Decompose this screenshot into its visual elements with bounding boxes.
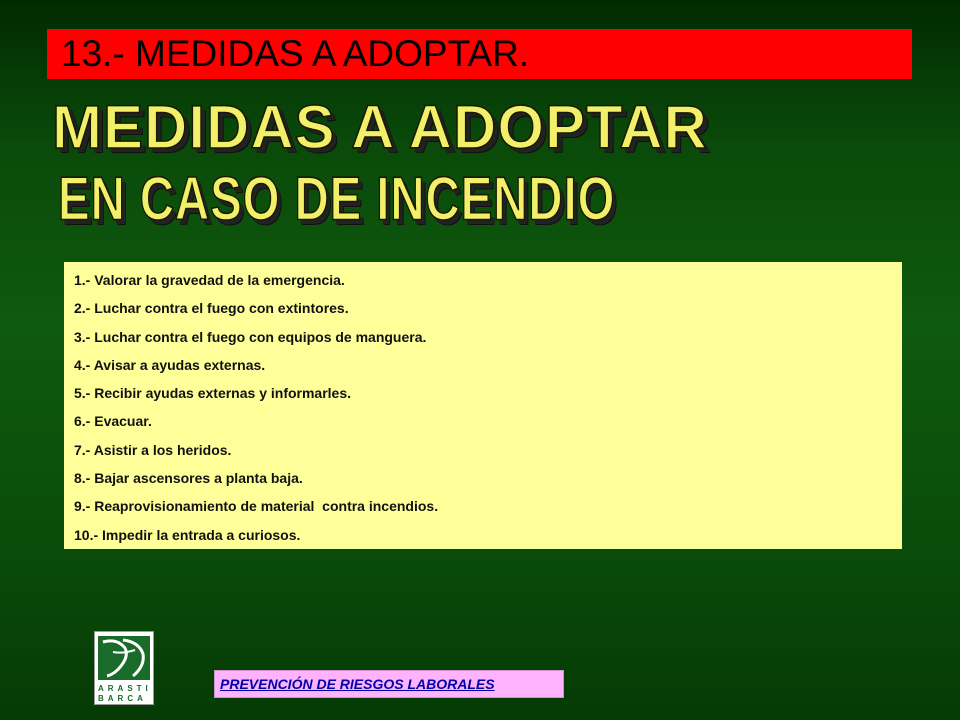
measures-list (64, 262, 902, 549)
slide-title-bar (47, 29, 912, 79)
list-item: 2.- Luchar contra el fuego con extintores. (74, 300, 349, 317)
logo-text-line-1: ARASTI (98, 684, 152, 693)
list-item: 6.- Evacuar. (74, 413, 152, 430)
list-item: 3.- Luchar contra el fuego con equipos de manguera. (74, 328, 427, 345)
headline-line-2: EN CASO DE INCENDIO (58, 165, 616, 234)
logo-emblem-icon (95, 632, 153, 682)
list-item: 9.- Reaprovisionamiento de material contra incendios. (74, 498, 439, 515)
list-item: 5.- Recibir ayudas externas y informarles. (74, 385, 352, 402)
list-item: 4.- Avisar a ayudas externas. (74, 356, 266, 373)
list-item: 8.- Bajar ascensores a planta baja. (74, 470, 303, 487)
headline-line-1: MEDIDAS A ADOPTAR (52, 93, 708, 162)
company-logo (94, 631, 154, 705)
footer-link[interactable]: PREVENCIÓN DE RIESGOS LABORALES (214, 670, 564, 698)
logo-text-line-2: BARCA (98, 694, 147, 703)
list-item: 10.- Impedir la entrada a curiosos. (74, 526, 301, 543)
list-item: 1.- Valorar la gravedad de la emergencia. (74, 272, 345, 288)
list-item: 7.- Asistir a los heridos. (74, 441, 232, 458)
slide-title: 13.- MEDIDAS A ADOPTAR. (61, 33, 530, 74)
